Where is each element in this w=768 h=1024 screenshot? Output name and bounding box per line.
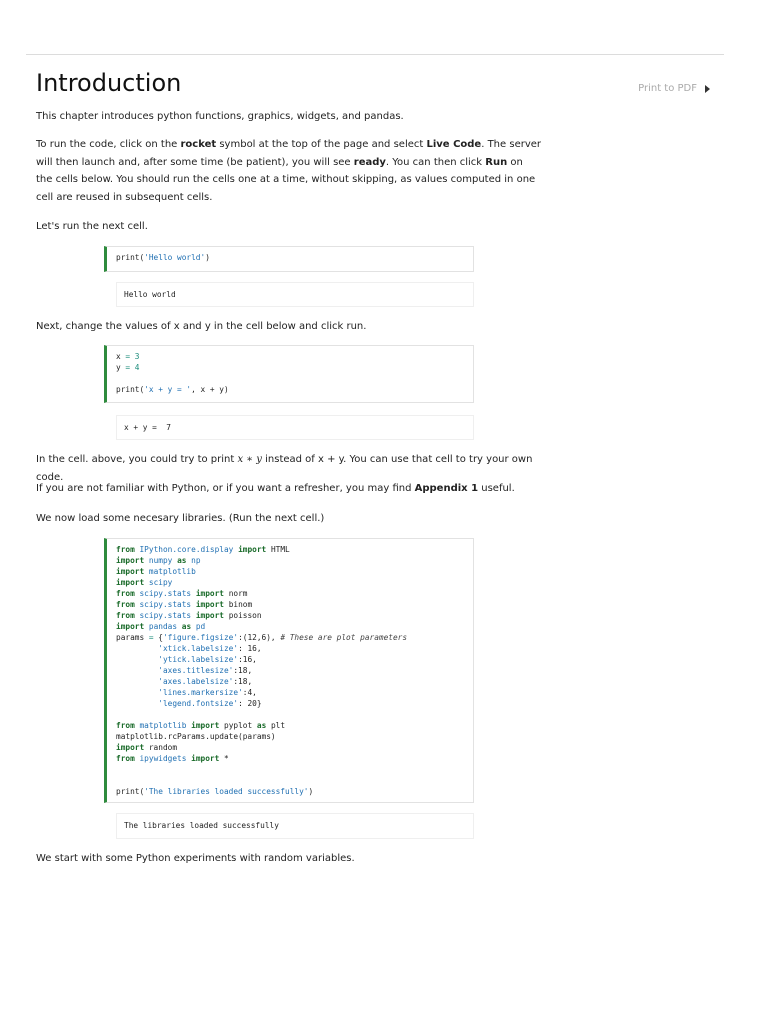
print-to-pdf-label: Print to PDF <box>638 83 697 94</box>
caret-right-icon <box>705 85 710 93</box>
output-xy: x + y = 7 <box>116 415 474 440</box>
code-imports: from IPython.core.display import HTML import numpy as np import matplotlib import scipy from scipy.stats import norm from scipy.stats import binom from scipy.stats import poisson import pandas as pd params = {'figure.figsize':(12,6), # These are plot parameters 'xtick.labelsize': 16, 'ytick.labelsize':16, 'axes.titlesize':18, 'axes.labelsize':18, 'lines.markersize':4, 'legend.fontsize': 20} from matplotlib import pyplot as plt matplotlib.rcParams.update(params) import random from ipywidgets import * print('The libraries loaded successfully') <box>116 545 408 796</box>
paragraph-run-instructions: To run the code, click on the rocket symbol at the top of the page and select Live Code. The server will then launch and, after some time (be patient), you will see ready. You can then click Run on the cells below. You should run the cells one at a time, without skipping, as values computed in one cell are reused in subsequent cells. <box>36 139 542 203</box>
output-hello: Hello world <box>116 282 474 307</box>
page-title: Introduction <box>36 69 182 97</box>
paragraph-intro: This chapter introduces python functions, graphics, widgets, and pandas. <box>36 111 404 122</box>
code-cell-hello[interactable] <box>104 246 474 272</box>
paragraph-change-values: Next, change the values of x and y in the cell below and click run. <box>36 321 367 332</box>
code-xy: x = 3 y = 4 print('x + y = ', x + y) <box>116 352 229 394</box>
code-cell-imports[interactable] <box>104 538 474 803</box>
paragraph-random-variables: We start with some Python experiments with random variables. <box>36 853 355 864</box>
code-hello: print('Hello world') <box>116 253 210 262</box>
top-divider <box>26 54 724 55</box>
paragraph-run-next: Let's run the next cell. <box>36 221 148 232</box>
paragraph-appendix: If you are not familiar with Python, or if you want a refresher, you may find Appendix 1 useful. <box>36 483 515 494</box>
output-imports: The libraries loaded successfully <box>116 813 474 839</box>
math-x-times-y: x ∗ y <box>237 454 262 465</box>
print-to-pdf-button[interactable] <box>638 83 710 94</box>
paragraph-try-print: In the cell. above, you could try to print x ∗ y instead of x + y. You can use that cell to try your own code. <box>36 454 533 483</box>
paragraph-load-libraries: We now load some necesary libraries. (Run the next cell.) <box>36 513 325 524</box>
appendix-link: Appendix 1 <box>414 483 479 494</box>
code-cell-xy[interactable] <box>104 345 474 403</box>
